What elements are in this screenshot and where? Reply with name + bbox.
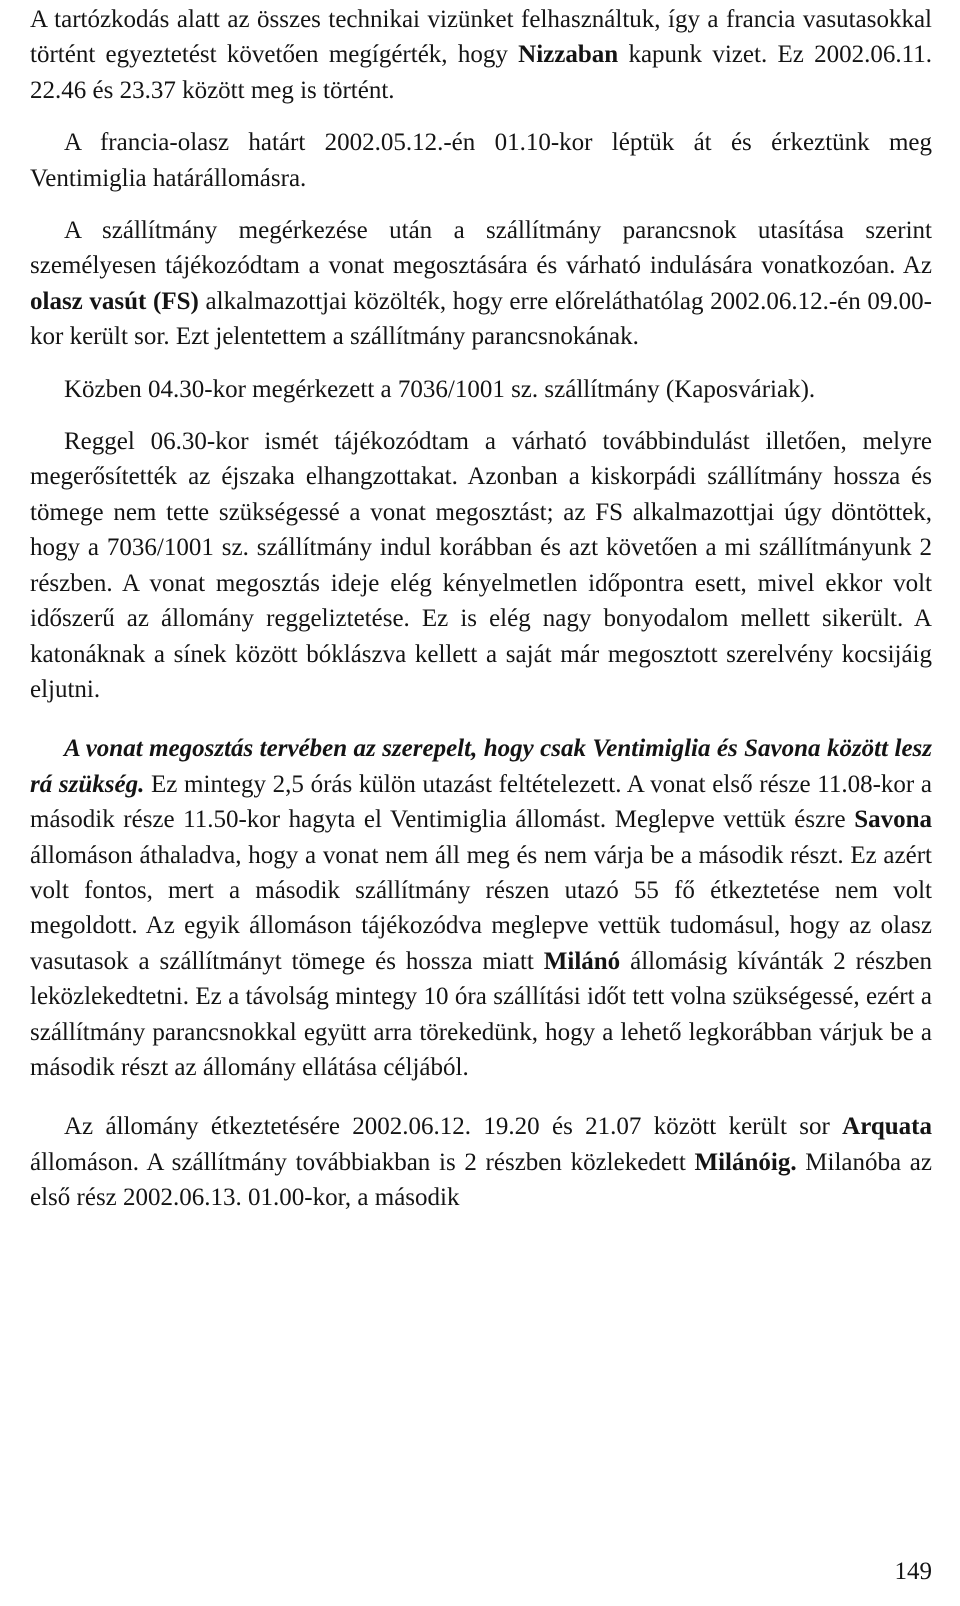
bold-place-name: Savona bbox=[854, 806, 932, 834]
text-run: Milanóba az első rész 2002.06.13. 01.00-kor, a második bbox=[30, 1148, 932, 1212]
paragraph-1 bbox=[30, 2, 932, 108]
paragraph-5 bbox=[30, 424, 932, 707]
bold-place-name: Nizzaban bbox=[518, 41, 619, 69]
page-number: 149 bbox=[894, 1558, 932, 1585]
paragraph-4 bbox=[30, 372, 932, 407]
text-run: alkalmazottjai közölték, hogy erre előreláthatólag 2002.06.12.-én 09.00-kor került sor. Ezt jelentettem a szállítmány parancsnokának. bbox=[30, 287, 933, 351]
paragraph-3 bbox=[30, 213, 932, 355]
text-run: állomáson áthaladva, hogy a vonat nem áll meg és nem várja be a második részt. Ez azért volt fontos, mert a második szállítmány részen utazó 55 fő étkeztetése nem volt megoldott. Az egyik állomáson tájékozódva meglepve vettük tudomásul, hogy az olasz vasutasok a szállítmányt tömege és hossza miatt bbox=[30, 841, 932, 975]
paragraph-2 bbox=[30, 125, 932, 196]
text-run: Reggel 06.30-kor ismét tájékozódtam a várható továbbindulást illetően, melyre megerősítették az éjszaka elhangzottakat. Azonban a kiskorpádi szállítmány hossza és tömege nem tette szükségessé a vonat megosztást; az FS alkalmazottjai úgy döntöttek, hogy a 7036/1001 sz. szállítmány indul korábban és azt követően a mi szállítmányunk 2 részben. A vonat megosztás ideje elég kényelmetlen időpontra esett, mivel ekkor volt időszerű az állomány reggeliztetése. Ez is elég nagy bonyodalom mellett sikerült. A katonáknak a sínek között bóklászva kellett a saját már megosztott szerelvény kocsijáig eljutni. bbox=[30, 428, 932, 703]
text-run: A tartózkodás alatt az összes technikai vizünket felhasználtuk, így a francia vasutasokkal történt egyeztetést követően megígérték, hogy bbox=[30, 6, 932, 69]
text-run: Ez mintegy 2,5 órás külön utazást feltételezett. A vonat első része 11.08-kor a második része 11.50-kor hagyta el Ventimiglia állomást. Meglepve vettük észre bbox=[30, 770, 932, 834]
text-run: Az állomány étkeztetésére 2002.06.12. 19.20 és 21.07 között került sor bbox=[64, 1113, 843, 1141]
paragraph-7 bbox=[30, 1109, 932, 1215]
text-run: A francia-olasz határt 2002.05.12.-én 01.10-kor léptük át és érkeztünk meg Ventimiglia határállomásra. bbox=[30, 129, 932, 192]
bold-place-name: Milánóig. bbox=[694, 1148, 797, 1176]
text-run: A szállítmány megérkezése után a szállítmány parancsnok utasítása szerint személyesen tájékozódtam a vonat megosztására és várható indulására vonatkozóan. Az bbox=[30, 217, 932, 280]
paragraph-6 bbox=[30, 731, 932, 1085]
bold-place-name: Milánó bbox=[543, 947, 621, 975]
bold-place-name: Arquata bbox=[842, 1113, 932, 1141]
text-run: Közben 04.30-kor megérkezett a 7036/1001 sz. szállítmány (Kaposváriak). bbox=[64, 375, 816, 403]
text-run: állomáson. A szállítmány továbbiakban is 2 részben közlekedett bbox=[30, 1148, 695, 1176]
bold-organization: olasz vasút (FS) bbox=[30, 287, 199, 315]
text-run: állomásig kívánták 2 részben leközlekedtetni. Ez a távolság mintegy 10 óra szállítási időt tett volna szükségessé, ezért a szállítmány parancsnokkal együtt arra törekedünk, hogy a lehető legkorábban várjuk be a második részt az állomány ellátása céljából. bbox=[30, 947, 933, 1081]
document-page bbox=[30, 2, 932, 1216]
text-run: kapunk vizet. Ez 2002.06.11. 22.46 és 23.37 között meg is történt. bbox=[30, 41, 932, 104]
bold-italic-statement: A vonat megosztás tervében az szerepelt, hogy csak Ventimiglia és Savona között lesz rá szükség. bbox=[30, 735, 932, 798]
